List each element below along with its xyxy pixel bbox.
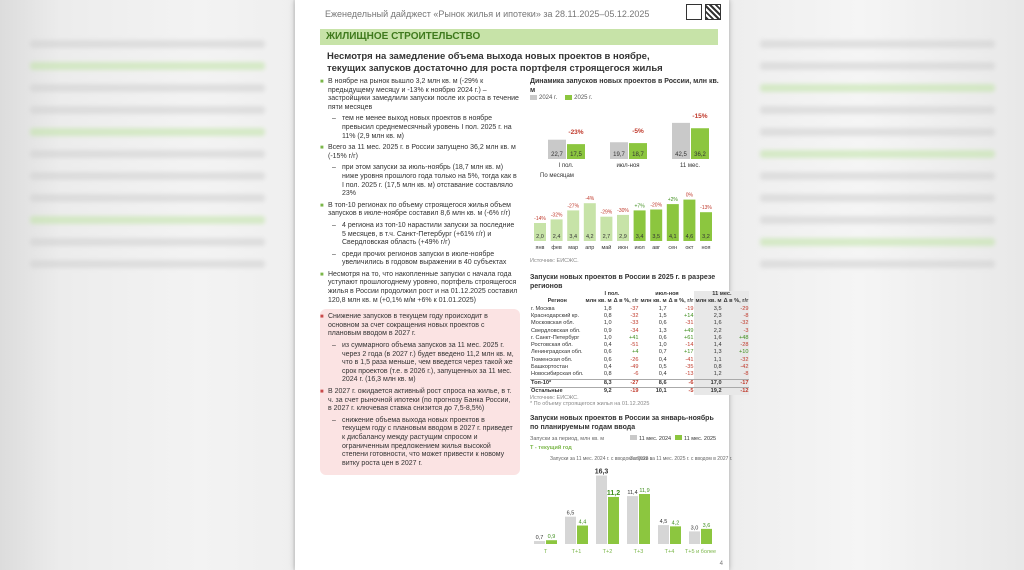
period-head-1: июл-ноя	[655, 291, 679, 298]
table-note: * По объему строящегося жилья на 01.12.2025	[530, 401, 650, 408]
cell-3-2: -34	[630, 327, 639, 334]
month-label-9: окт	[685, 245, 694, 252]
c3-bar-2024-3	[627, 496, 638, 544]
table-row	[530, 349, 749, 356]
c3-val-2024-0: 0,7	[535, 535, 544, 542]
cell-4-5: 1,6	[694, 335, 722, 342]
bullet-6: – среди прочих регионов запуски в июле-ноябре увеличились в годовом выражении в 40 субъектах	[320, 251, 520, 268]
month-val-4: 2,7	[602, 234, 611, 241]
month-val-7: 3,5	[652, 234, 661, 241]
cell-8-1: 0,4	[603, 364, 612, 371]
table-row	[530, 342, 749, 349]
subhead-5: млн кв. м	[695, 298, 722, 305]
month-val-9: 4,6	[685, 234, 694, 241]
chg-1: -5%	[632, 128, 644, 136]
c3-val-2025-3: 11,9	[639, 488, 650, 495]
cell-0-5: 3,5	[694, 306, 722, 313]
table-title: Запуски новых проектов в России в 2025 г. в разрезе регионов	[530, 274, 716, 290]
group-label-1: июл-ноя	[616, 163, 640, 170]
chart3-svg	[530, 432, 733, 562]
regions-table	[530, 291, 749, 395]
cell-total-0: Топ-10*	[530, 379, 584, 387]
cell-9-3: 0,4	[658, 371, 667, 378]
month-label-1: фев	[551, 245, 562, 252]
cell-total-4: -6	[668, 379, 695, 387]
month-label-6: июл	[634, 245, 645, 252]
cell-0-6: -29	[723, 306, 750, 313]
c3-cat-3: T+3	[633, 549, 644, 556]
highlight-bullet-2: ■ В 2027 г. ожидается активный рост спроса на жилье, в т. ч. за счет рыночной ипотеки (по прогнозу Банка России, в 2027 г. ключевая ставка снизится до 7,5-8,5%)	[320, 388, 514, 414]
cell-1-2: -32	[630, 312, 639, 319]
cell-7-1: 0,6	[603, 356, 612, 363]
month-label-4: май	[601, 245, 612, 252]
month-label-10: ноя	[701, 245, 711, 252]
cell-1-6: -8	[723, 313, 750, 320]
c3-val-2024-1: 6,5	[566, 510, 575, 517]
bullet-7: ■ Несмотря на то, что накопленные запуски с начала года уступают прошлогоднему уровню, портфель строящегося жилья в России продолжил рост и на 01.12.2025 составил 120,8 млн кв. м (+0,1% м/м +6% к 01.01.2025)	[320, 271, 520, 305]
month-label-5: июн	[617, 245, 629, 252]
month-chg-10: -13%	[700, 205, 712, 212]
cell-4-1: 1,0	[603, 334, 612, 341]
cell-0-1: 1,8	[603, 305, 612, 312]
month-chg-0: -14%	[534, 216, 546, 223]
val-2024-1: 19,7	[613, 152, 625, 159]
month-val-0: 2,0	[536, 234, 544, 241]
table-corner	[530, 291, 584, 298]
cell-9-0: Новосибирская обл.	[531, 371, 584, 378]
month-label-2: мар	[568, 245, 579, 252]
chart1-svg	[530, 101, 720, 253]
cell-3-1: 0,9	[603, 327, 612, 334]
c3-bar-2025-1	[577, 526, 588, 544]
val-2024-0: 22,7	[551, 152, 563, 159]
cell-others-2: -19	[613, 387, 640, 395]
bullet-5: – 4 региона из топ-10 нарастили запуски за последние 5 месяцев, в т.ч. Санкт-Петербург (+61% г/г) и Свердловская область (+49% г/г)	[320, 222, 520, 248]
document-page	[295, 0, 749, 570]
month-chg-9: 0%	[685, 192, 694, 199]
subhead-6: Δ в %, г/г	[723, 298, 749, 305]
cell-2-1: 1,0	[603, 320, 612, 327]
section-title: ЖИЛИЩНОЕ СТРОИТЕЛЬСТВО	[320, 29, 718, 45]
month-chg-7: -20%	[650, 202, 663, 209]
period-head-0: I пол.	[604, 291, 620, 298]
group-label-2: 11 мес.	[679, 163, 701, 170]
legend-2025: 11 мес. 2025	[684, 436, 717, 443]
table-row	[530, 320, 749, 327]
table-row	[530, 357, 749, 364]
bullet-0: ■ В ноябре на рынок вышло 3,2 млн кв. м (-29% к предыдущему месяцу и -13% к ноябрю 2024 г.) – застройщики замедлили запуски после их роста в течение пяти месяцев	[320, 78, 520, 112]
highlight-bullet-0: ■ Снижение запусков в текущем году происходит в основном за счет сокращения новых проектов с плановым вводом в 2027 г.	[320, 313, 514, 339]
cell-others-3: 10,1	[639, 387, 667, 395]
cell-3-0: Свердловская обл.	[531, 327, 581, 334]
month-val-3: 4,2	[585, 234, 594, 241]
cell-others-5: 19,2	[694, 387, 722, 395]
bullet-2: ■ Всего за 11 мес. 2025 г. в России запущено 36,2 млн кв. м (-15% г/г)	[320, 144, 520, 161]
c3-cat-2: T+2	[602, 549, 613, 556]
val-2025-0: 17,5	[570, 152, 582, 159]
cell-6-2: +4	[632, 349, 639, 356]
month-val-1: 2,4	[552, 234, 561, 241]
cell-1-3: 1,5	[658, 312, 667, 319]
cell-2-0: Московская обл.	[531, 320, 575, 327]
chart1-source: Источник: ЕИСЖС.	[530, 258, 579, 265]
subhead-3: млн кв. м	[640, 298, 667, 305]
chg-2: -15%	[692, 113, 708, 121]
cell-1-1: 0,8	[603, 312, 612, 319]
cell-8-3: 0,5	[658, 364, 667, 371]
table-row	[530, 328, 749, 335]
month-chg-3: -4%	[585, 196, 595, 203]
cell-9-2: -6	[633, 371, 639, 378]
cell-others-4: -5	[668, 387, 695, 395]
cell-0-0: г. Москва	[531, 305, 555, 312]
cell-0-3: 1,7	[658, 305, 667, 312]
legend-swatch-2025	[675, 435, 682, 440]
blurred-left-page	[20, 0, 275, 570]
val-2024-2: 42,5	[675, 152, 687, 159]
legend-2024: 11 мес. 2024	[639, 436, 672, 443]
cell-2-6: -32	[723, 320, 750, 327]
chart1-legend: 2024 г. 2025 г.	[530, 95, 720, 101]
cell-1-4: +14	[683, 312, 694, 319]
cell-3-4: +49	[683, 327, 694, 334]
cell-5-3: 1,0	[658, 342, 667, 349]
c3-cat-1: T+1	[571, 549, 582, 556]
cell-1-0: Краснодарский кр.	[531, 312, 580, 319]
cell-7-6: -32	[723, 357, 750, 364]
c3-bar-2024-5	[689, 532, 700, 545]
cell-5-1: 0,4	[603, 342, 612, 349]
cell-7-4: -41	[685, 356, 694, 363]
cell-6-4: +17	[683, 349, 694, 356]
chg-0: -23%	[568, 129, 584, 137]
cell-3-6: -3	[723, 328, 750, 335]
month-chg-6: +7%	[634, 203, 645, 210]
cell-5-5: 1,4	[694, 342, 722, 349]
cell-1-5: 2,3	[694, 313, 722, 320]
cell-8-2: -49	[630, 364, 639, 371]
month-val-6: 3,4	[635, 234, 644, 241]
cell-2-4: -31	[685, 320, 694, 327]
c3-val-2025-5: 3,6	[702, 523, 711, 530]
c3-cat-4: T+4	[664, 549, 675, 556]
cell-5-6: -28	[723, 342, 750, 349]
logo-icon	[686, 4, 721, 20]
month-val-5: 2,9	[619, 234, 627, 241]
cell-3-3: 1,3	[658, 327, 667, 334]
month-chg-4: -29%	[600, 209, 613, 216]
headline: Несмотря на замедление объема выхода новых проектов в ноябре, текущих запусков достаточно для роста портфеля строящегося жилья	[327, 51, 663, 74]
callout-2: Запуски за 11 мес. 2025 г. с вводом в 2027 г.	[630, 456, 733, 463]
cell-others-1: 9,2	[584, 387, 612, 395]
cell-9-6: -8	[723, 371, 750, 379]
c3-bar-2024-0	[534, 541, 545, 544]
c3-bar-2025-4	[670, 527, 681, 545]
bullet-4: ■ В топ-10 регионах по объему строящегося жилья объем запусков в июле-ноябре составил 8,6 млн кв. м (-6% г/г)	[320, 202, 520, 219]
val-2025-1: 18,7	[632, 152, 644, 159]
left-column	[320, 78, 520, 475]
c3-bar-2024-2	[596, 476, 607, 544]
cell-2-5: 1,6	[694, 320, 722, 327]
table-row	[530, 313, 749, 320]
cell-6-5: 1,3	[694, 349, 722, 356]
page-number: 4	[719, 561, 723, 567]
cell-total-2: -27	[613, 379, 640, 387]
month-chg-2: -27%	[567, 203, 580, 210]
chart1-title: Динамика запусков новых проектов в России, млн кв. м	[530, 78, 719, 94]
period-head-2: 11 мес.	[694, 291, 749, 298]
val-2025-2: 36,2	[694, 152, 706, 159]
subhead-2: Δ в %, г/г	[613, 298, 639, 305]
cell-4-4: +61	[683, 334, 694, 341]
c3-cat-5: T+5 и более	[684, 549, 717, 556]
cell-7-2: -26	[630, 356, 639, 363]
cell-4-3: 0,6	[658, 334, 667, 341]
cell-4-0: г. Санкт-Петербург	[531, 334, 580, 341]
cell-7-0: Тюменская обл.	[531, 356, 573, 363]
c3-val-2024-3: 11,4	[627, 490, 638, 497]
monthly-label: По месяцам	[540, 173, 574, 180]
table-row	[530, 364, 749, 371]
cell-total-1: 8,3	[584, 379, 612, 387]
c3-bar-2025-5	[701, 529, 712, 544]
cell-3-5: 2,2	[694, 328, 722, 335]
cell-0-4: -19	[685, 305, 694, 312]
highlight-bullet-1: – из суммарного объема запусков за 11 мес. 2025 г. через 2 года (в 2027 г.) будет введено 11,2 млн кв. м, что в 1,5 раза меньше, чем введется через такой же срок проектов (т.е. в 2026 г.), запущенных за 11 мес. 2024 г. (16,3 млн кв. м)	[320, 342, 514, 385]
cell-9-5: 1,2	[694, 371, 722, 379]
month-label-3: апр	[585, 245, 595, 252]
callout-1: Запуски за 11 мес. 2024 г. с вводом в 2026 г.	[550, 456, 653, 463]
cell-others-6: -12	[723, 387, 750, 395]
table-source: Источник: ЕИСЖС.	[530, 395, 579, 402]
cell-6-3: 0,7	[658, 349, 667, 356]
c3-val-2025-4: 4,2	[671, 520, 680, 527]
month-label-0: янв	[535, 245, 545, 252]
month-val-2: 3,4	[569, 234, 578, 241]
month-val-8: 4,1	[668, 234, 677, 241]
cell-total-5: 17,0	[694, 379, 722, 387]
cell-5-0: Ростовская обл.	[531, 342, 573, 349]
table-row	[530, 371, 749, 379]
cell-6-0: Ленинградская обл.	[531, 349, 583, 356]
month-val-10: 3,2	[702, 234, 710, 241]
blurred-right-page	[750, 0, 1005, 570]
table-row	[530, 306, 749, 313]
chart3-axis-legend: Запуски за период, млн кв. м	[530, 436, 605, 443]
month-chg-5: -30%	[617, 207, 629, 214]
subhead-1: млн кв. м	[585, 298, 612, 305]
chart3-title: Запуски новых проектов в России за январь-ноябрь по планируемым годам ввода	[530, 415, 714, 431]
cell-8-6: -42	[723, 364, 750, 371]
right-column	[530, 78, 749, 567]
month-label-8: сен	[668, 245, 678, 252]
c3-bar-2025-2	[608, 497, 619, 544]
cell-8-0: Башкортостан	[531, 364, 568, 371]
cell-5-2: -51	[630, 342, 639, 349]
cell-8-4: -35	[685, 364, 694, 371]
t-label: T - текущий год	[530, 445, 572, 452]
table-row	[530, 335, 749, 342]
cell-8-5: 0,8	[694, 364, 722, 371]
c3-bar-2024-4	[658, 525, 669, 544]
month-chg-8: +2%	[667, 197, 678, 204]
cell-6-1: 0,6	[603, 349, 612, 356]
c3-cat-0: T	[543, 549, 548, 556]
cell-9-1: 0,8	[603, 371, 612, 378]
c3-val-2025-0: 0,9	[547, 534, 556, 541]
cell-0-2: -37	[630, 305, 639, 312]
digest-header: Еженедельный дайджест «Рынок жилья и ипотеки» за 28.11.2025–05.12.2025	[325, 9, 650, 19]
month-label-7: авг	[652, 245, 661, 252]
c3-val-2024-5: 3,0	[690, 525, 699, 532]
cell-2-2: -33	[630, 320, 639, 327]
highlight-bullet-3: – снижение объема выхода новых проектов в текущем году с плановым вводом в 2027 г. приведет к дисбалансу между растущим спросом и ограниченным предложением жилья высокой степени готовности, что может привести к новому витку роста цен в 2027 г.	[320, 417, 514, 469]
cell-2-3: 0,6	[658, 320, 667, 327]
bullet-3: – при этом запуски за июль-ноябрь (18,7 млн кв. м) ниже уровня прошлого года только на 5%, тогда как в I пол. 2025 г. (17,5 млн кв. м) отставание составляло 23%	[320, 164, 520, 198]
legend-swatch-2024	[630, 435, 637, 440]
c3-val-2025-2: 11,2	[606, 490, 621, 498]
cell-9-4: -13	[685, 371, 694, 378]
c3-bar-2024-1	[565, 517, 576, 544]
cell-6-6: +10	[723, 349, 750, 356]
month-chg-1: -32%	[550, 212, 563, 219]
cell-4-6: +48	[723, 335, 750, 342]
c3-bar-2025-0	[546, 540, 557, 544]
cell-5-4: -14	[685, 342, 694, 349]
table-row	[530, 379, 749, 387]
cell-7-3: 0,4	[658, 356, 667, 363]
c3-bar-2025-3	[639, 494, 650, 544]
c3-val-2024-4: 4,5	[659, 519, 668, 526]
cell-others-0: Остальные	[530, 387, 584, 395]
group-label-0: I пол.	[558, 163, 574, 170]
cell-7-5: 1,1	[694, 357, 722, 364]
subhead-4: Δ в %, г/г	[668, 298, 694, 305]
highlight-box	[320, 309, 520, 475]
table-row	[530, 387, 749, 395]
subhead-0: Регион	[547, 298, 567, 305]
cell-total-3: 8,6	[639, 379, 667, 387]
c3-val-2024-2: 16,3	[594, 468, 609, 476]
bullet-1: – тем не менее выход новых проектов в ноябре превысил среднемесячный уровень I пол. 2025 г. на 11% (2,9 млн кв. м)	[320, 115, 520, 141]
c3-val-2025-1: 4,4	[578, 519, 587, 526]
cell-4-2: +41	[628, 334, 639, 341]
cell-total-6: -17	[723, 379, 750, 387]
